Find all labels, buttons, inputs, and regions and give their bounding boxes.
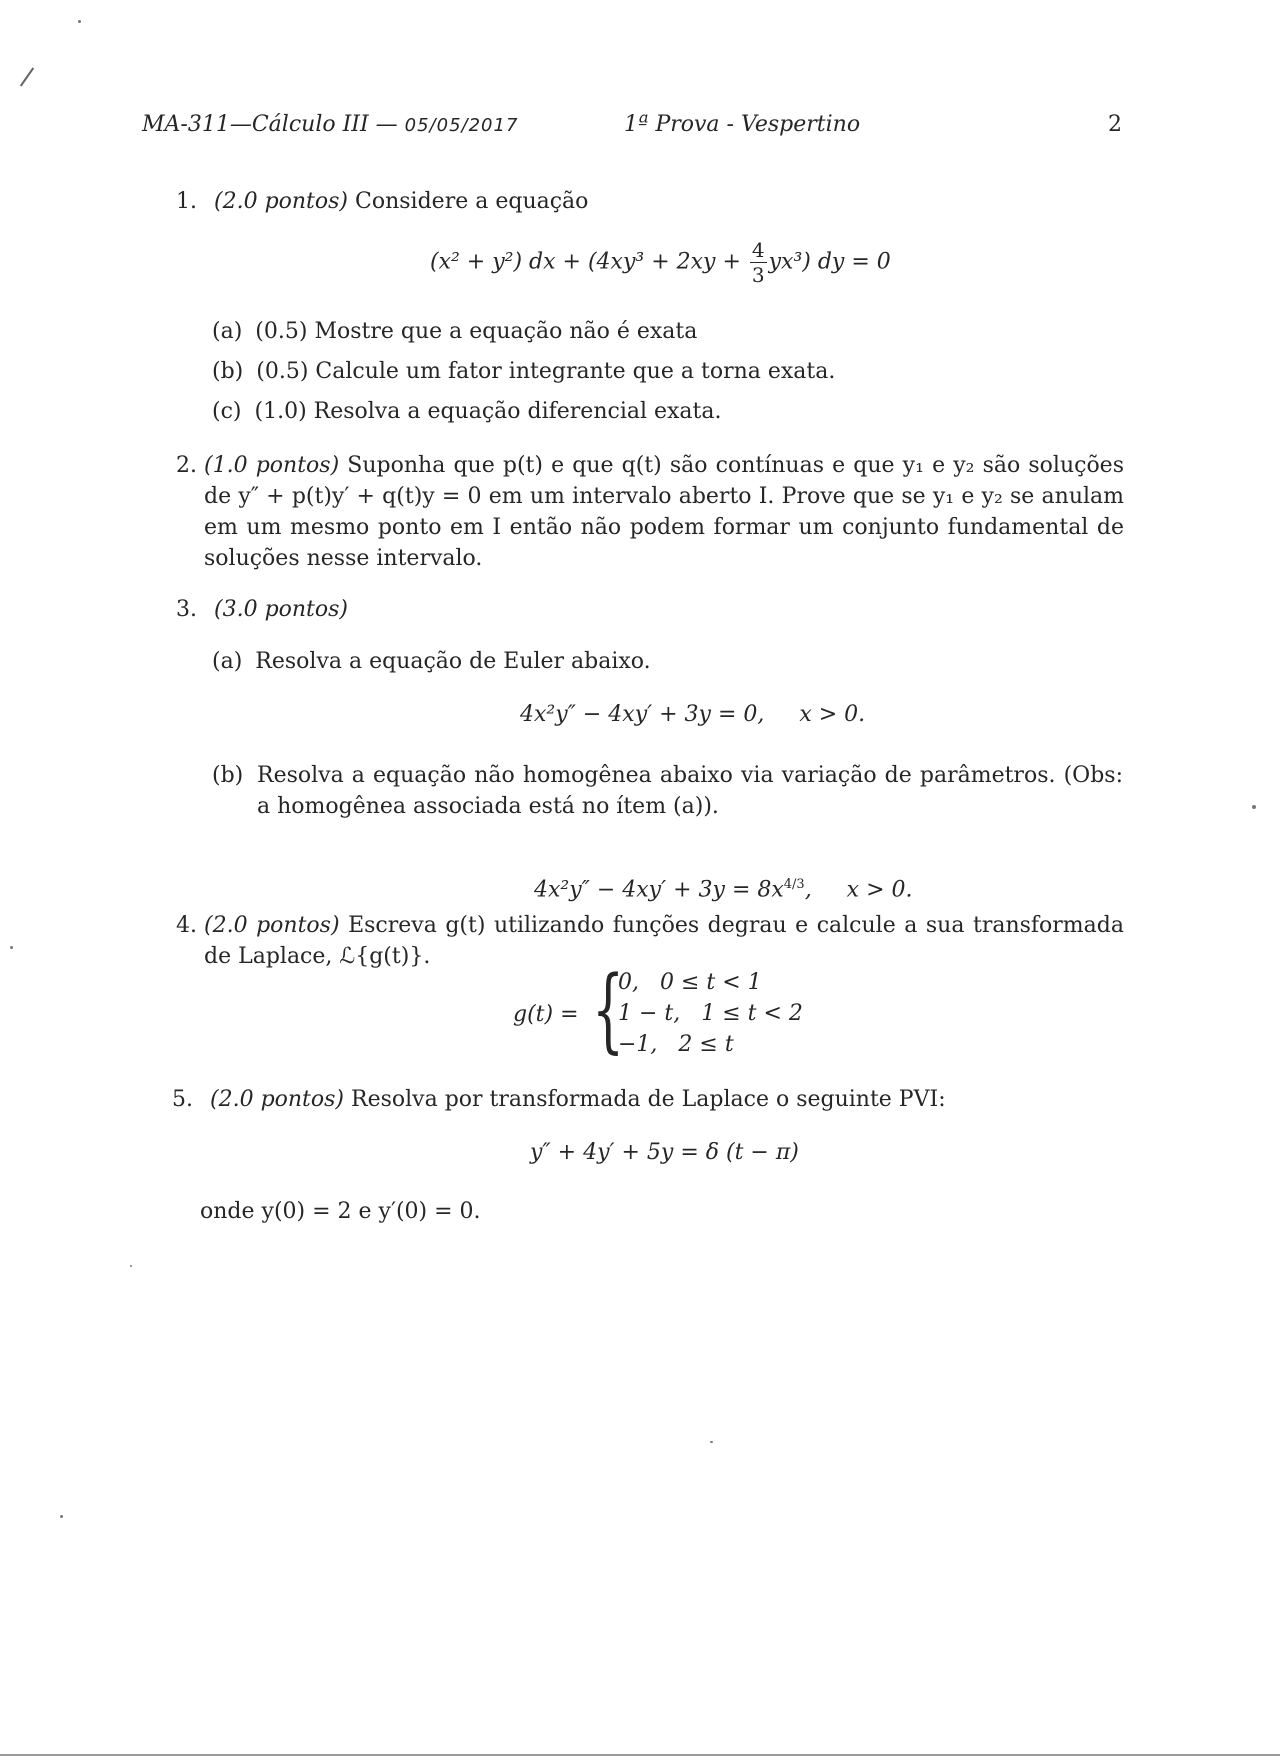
equation-left: 4x²y″ − 4xy′ + 3y = 8x [533, 877, 784, 903]
question-2-body [204, 450, 1124, 574]
item-label: (b) [212, 359, 244, 384]
item-label: (a) [212, 649, 243, 674]
exponent: 4/3 [783, 877, 805, 892]
question-1-item-b [212, 356, 835, 387]
exam-title: 1ª Prova - Vespertino [624, 112, 861, 137]
question-points: (2.0 pontos) [214, 189, 349, 214]
piecewise-brace: { [592, 956, 625, 1063]
scan-speck [10, 946, 13, 949]
question-5-heading [172, 1084, 946, 1115]
page-number: 2 [1108, 112, 1122, 137]
fraction-denominator: 3 [751, 263, 765, 287]
fraction [750, 240, 767, 285]
scan-speck [710, 1441, 713, 1443]
question-number: 5. [172, 1087, 193, 1112]
question-text: Considere a equação [348, 189, 589, 214]
item-label: (a) [212, 319, 243, 344]
question-text: Resolva por transformada de Laplace o seguinte PVI: [344, 1087, 946, 1112]
piecewise-case: 1 − t, 1 ≤ t < 2 [618, 1001, 803, 1026]
course-title: MA-311—Cálculo III — [142, 112, 398, 137]
scan-speck [1252, 805, 1256, 809]
question-1-item-c [212, 396, 722, 427]
equation-right: , x > 0. [804, 877, 913, 903]
question-4-body [204, 910, 1124, 972]
question-points: (2.0 pontos) [204, 913, 340, 938]
question-text: Escreva g(t) utilizando funções degrau e calcule a sua transformada de Laplace, ℒ{g(t)}. [204, 913, 1124, 969]
scan-bottom-edge [0, 1754, 1280, 1756]
question-1-equation [430, 240, 891, 285]
item-text: Resolva a equação de Euler abaixo. [255, 649, 651, 674]
question-text: Suponha que p(t) e que q(t) são contínuas e que y₁ e y₂ são soluções de y″ + p(t)y′ + q(t)y = 0 em um intervalo aberto I. Prove que se y₁ e y₂ se anulam em um mesmo ponto em I então não podem formar um conjunto fundamental de soluções nesse intervalo. [204, 453, 1124, 571]
item-text: (1.0) Resolva a equação diferencial exata. [254, 399, 722, 424]
piecewise-case: −1, 2 ≤ t [618, 1032, 734, 1057]
question-5-conditions: onde y(0) = 2 e y′(0) = 0. [200, 1199, 481, 1224]
page-header [142, 112, 518, 137]
item-label: (c) [212, 399, 242, 424]
fraction-numerator: 4 [751, 238, 765, 262]
equation-left: (x² + y²) dx + (4xy³ + 2xy + [430, 249, 748, 275]
question-1-item-a [212, 316, 697, 347]
handwritten-date: 05/05/2017 [404, 115, 519, 136]
scan-mark [20, 67, 34, 86]
item-text: (0.5) Calcule um fator integrante que a torna exata. [256, 359, 836, 384]
scan-speck [130, 1265, 132, 1267]
question-points: (1.0 pontos) [204, 453, 340, 478]
question-3-heading [176, 594, 348, 625]
question-1-heading [176, 186, 588, 217]
question-2-number: 2. [176, 453, 197, 478]
equation-right: yx³) dy = 0 [768, 249, 891, 275]
question-3-item-b-text: Resolva a equação não homogênea abaixo via variação de parâmetros. (Obs: a homogênea associada está no ítem (a)). [257, 763, 1123, 819]
question-3a-equation: 4x²y″ − 4xy′ + 3y = 0, x > 0. [520, 702, 866, 727]
question-points: (3.0 pontos) [214, 597, 349, 622]
question-number: 1. [176, 189, 197, 214]
piecewise-case: 0, 0 ≤ t < 1 [618, 970, 762, 995]
question-points: (2.0 pontos) [210, 1087, 345, 1112]
piecewise-lhs: g(t) = [513, 1002, 579, 1027]
item-text: (0.5) Mostre que a equação não é exata [255, 319, 698, 344]
question-5-equation: y″ + 4y′ + 5y = δ (t − π) [530, 1140, 799, 1165]
question-number: 3. [176, 597, 197, 622]
question-3-item-a [212, 646, 651, 677]
scan-speck [78, 20, 81, 23]
question-3-item-b-label: (b) [212, 763, 244, 788]
scan-speck [60, 1515, 63, 1518]
question-4-number: 4. [176, 913, 197, 938]
